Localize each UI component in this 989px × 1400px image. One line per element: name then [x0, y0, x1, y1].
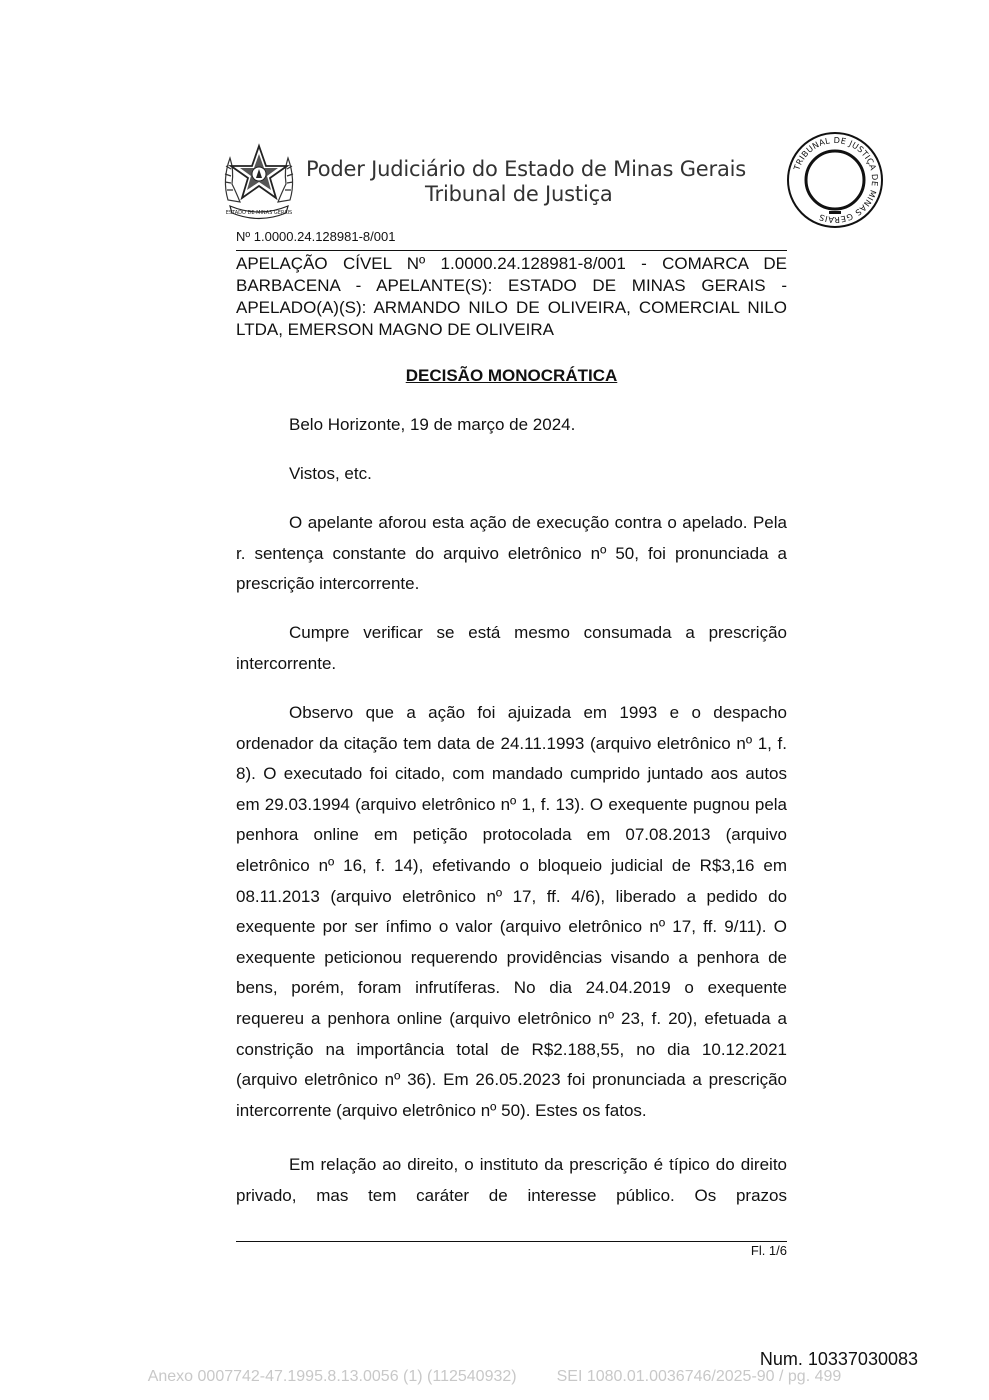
coat-of-arms-icon [218, 140, 300, 224]
case-caption-line: APELADO(A)(S): ARMANDO NILO DE OLIVEIRA, COMERCIAL NILO [236, 298, 787, 317]
sei-reference: SEI 1080.01.0036746/2025-90 / pg. 499 [556, 1368, 842, 1385]
seal-text: TRIBUNAL DE JUSTIÇA DE MINAS GERAIS [791, 134, 881, 226]
date-line: Belo Horizonte, 19 de março de 2024. [289, 415, 576, 434]
footer-divider [236, 1241, 787, 1242]
header-divider [236, 250, 787, 251]
decision-title-text: DECISÃO MONOCRÁTICA [405, 366, 618, 385]
case-caption-line: BARBACENA - APELANTE(S): ESTADO DE MINAS GERAIS - [236, 276, 787, 295]
coat-of-arms-text: ESTADO DE MINAS GERAIS [225, 210, 293, 216]
paragraph-1: O apelante aforou esta ação de execução contra o apelado. Pela r. sentença constante do arquivo eletrônico nº 50, foi pronunciada a prescrição intercorrente. [236, 513, 787, 594]
decision-title [236, 366, 787, 386]
vistos-line: Vistos, etc. [289, 464, 372, 483]
institution-name: Poder Judiciário do Estado de Minas Gerais [306, 157, 746, 181]
case-caption-line: APELAÇÃO CÍVEL Nº 1.0000.24.128981-8/001 - COMARCA DE [236, 254, 787, 273]
paragraph-3: Observo que a ação foi ajuizada em 1993 e o despacho ordenador da citação tem data de 24.11.1993 (arquivo eletrônico nº 1, f. 8). O executado foi citado, com mandado cumprido juntado aos autos em 29.03.1994 (arquivo eletrônico nº 1, f. 13). O exequente pugnou pela penhora online em petição protocolada em 07.08.2013 (arquivo eletrônico nº 16, f. 14), efetivando o bloqueio judicial de R$3,16 em 08.11.2013 (arquivo eletrônico nº 17, ff. 4/6), liberado a pedido do exequente por ser ínfimo o valor (arquivo eletrônico nº 17, ff. 9/11). O exequente peticionou requerendo providências visando a penhora de bens, porém, foram infrutíferas. No dia 24.04.2019 o exequente requereu a penhora online (arquivo eletrônico nº 23, f. 20), efetuada a constrição na importância total de R$2.188,55, no dia 10.12.2021 (arquivo eletrônico nº 36). Em 26.05.2023 foi pronunciada a prescrição intercorrente (arquivo eletrônico nº 50). Estes os fatos. [236, 703, 787, 1120]
case-caption-line: LTDA, EMERSON MAGNO DE OLIVEIRA [236, 320, 555, 339]
paragraph-2: Cumpre verificar se está mesmo consumada a prescrição intercorrente. [236, 623, 787, 673]
annex-reference: Anexo 0007742-47.1995.8.13.0056 (1) (112540932) [147, 1368, 517, 1385]
page-folio: Fl. 1/6 [750, 1243, 787, 1258]
case-caption [236, 253, 787, 341]
court-seal-icon [786, 131, 884, 229]
document-number: Num. 10337030083 [759, 1349, 918, 1369]
court-name: Tribunal de Justiça [425, 182, 613, 206]
paragraph-4: Em relação ao direito, o instituto da prescrição é típico do direito privado, mas tem caráter de interesse público. Os prazos [236, 1155, 787, 1205]
footer-stamp [0, 1368, 989, 1386]
process-number: Nº 1.0000.24.128981-8/001 [236, 229, 396, 244]
